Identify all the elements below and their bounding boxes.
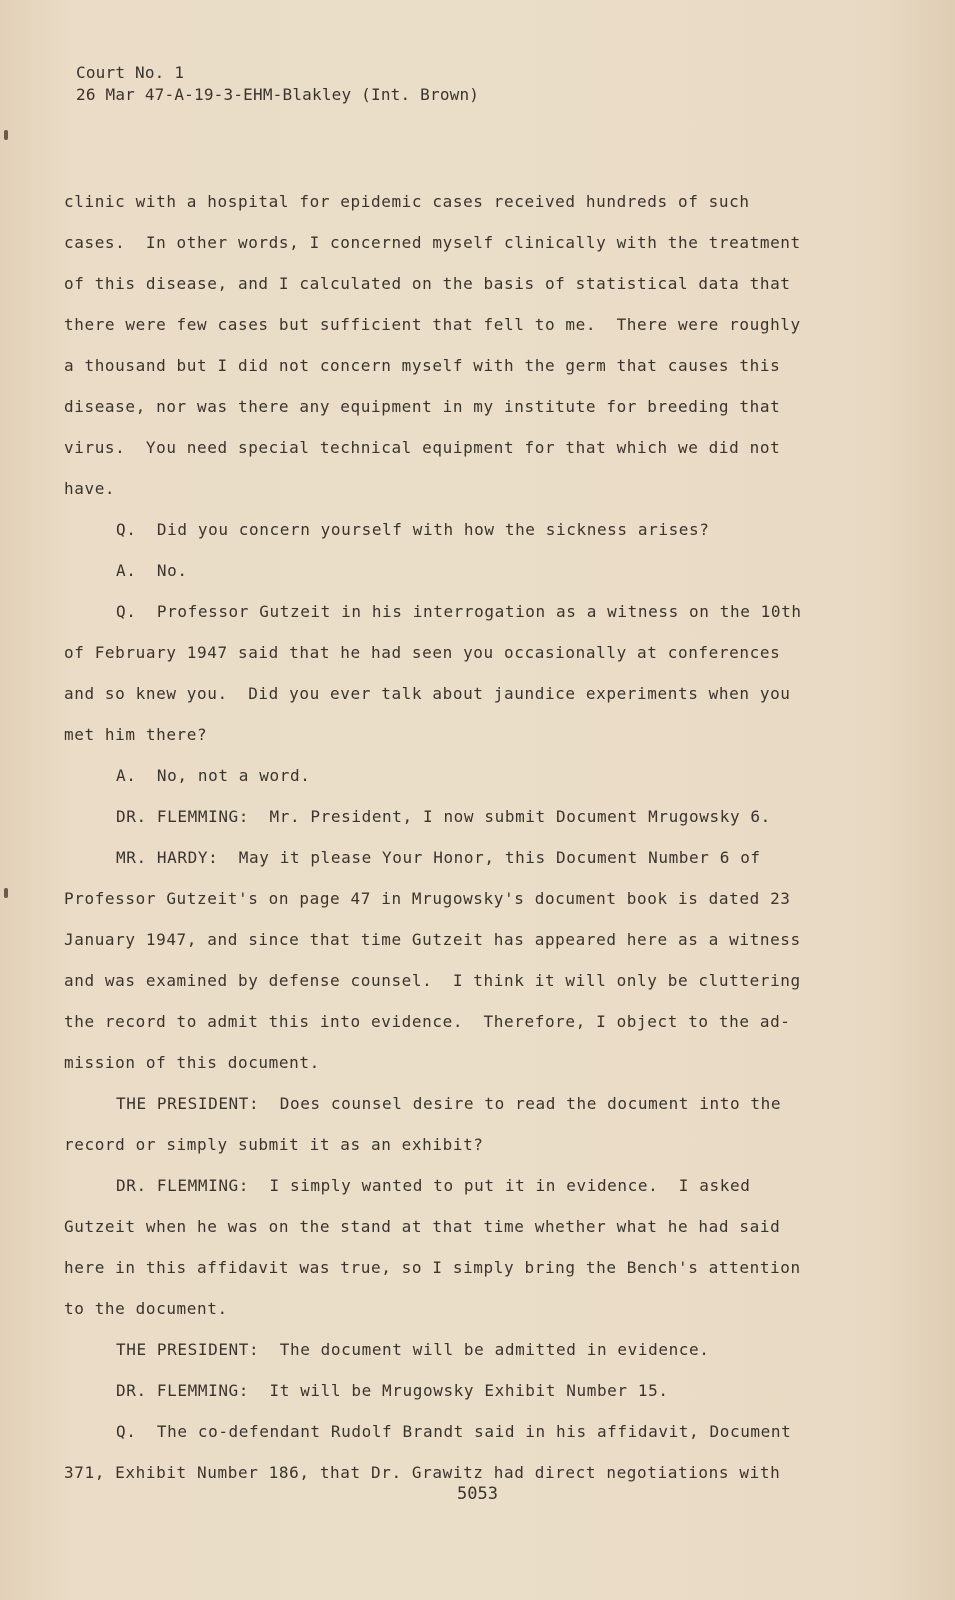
transcript-line: the record to admit this into evidence. Therefore, I object to the ad- bbox=[64, 1012, 791, 1031]
transcript-line: here in this affidavit was true, so I simply bring the Bench's attention bbox=[64, 1258, 801, 1277]
transcript-line: disease, nor was there any equipment in my institute for breeding that bbox=[64, 397, 781, 416]
speaker-line: DR. FLEMMING: Mr. President, I now submit Document Mrugowsky 6. bbox=[116, 807, 771, 826]
transcript-body bbox=[64, 188, 814, 1500]
transcript-line: and so knew you. Did you ever talk about jaundice experiments when you bbox=[64, 684, 791, 703]
question-line: Q. Did you concern yourself with how the sickness arises? bbox=[116, 520, 710, 539]
speaker-line: THE PRESIDENT: Does counsel desire to read the document into the bbox=[116, 1094, 782, 1113]
transcript-line: Professor Gutzeit's on page 47 in Mrugowsky's document book is dated 23 bbox=[64, 889, 791, 908]
transcript-line: cases. In other words, I concerned myself clinically with the treatment bbox=[64, 233, 801, 252]
speaker-line: MR. HARDY: May it please Your Honor, this Document Number 6 of bbox=[116, 848, 761, 867]
speaker-line: DR. FLEMMING: It will be Mrugowsky Exhibit Number 15. bbox=[116, 1381, 669, 1400]
page-number: 5053 bbox=[457, 1484, 498, 1504]
transcript-line: of February 1947 said that he had seen you occasionally at conferences bbox=[64, 643, 781, 662]
edge-mark bbox=[4, 130, 8, 140]
transcript-line: virus. You need special technical equipment for that which we did not bbox=[64, 438, 781, 457]
transcript-line: of this disease, and I calculated on the basis of statistical data that bbox=[64, 274, 791, 293]
header bbox=[76, 62, 479, 106]
transcript-line: mission of this document. bbox=[64, 1053, 320, 1072]
speaker-line: THE PRESIDENT: The document will be admitted in evidence. bbox=[116, 1340, 710, 1359]
question-line: Q. The co-defendant Rudolf Brandt said in his affidavit, Document bbox=[116, 1422, 792, 1441]
transcript-line: record or simply submit it as an exhibit? bbox=[64, 1135, 484, 1154]
edge-mark bbox=[4, 888, 8, 898]
court-number: Court No. 1 bbox=[76, 63, 185, 82]
transcript-line: 371, Exhibit Number 186, that Dr. Grawitz had direct negotiations with bbox=[64, 1463, 781, 1482]
transcript-line: there were few cases but sufficient that fell to me. There were roughly bbox=[64, 315, 801, 334]
transcript-line: have. bbox=[64, 479, 116, 498]
transcript-line: and was examined by defense counsel. I think it will only be cluttering bbox=[64, 971, 801, 990]
transcript-line: met him there? bbox=[64, 725, 208, 744]
session-reference: 26 Mar 47-A-19-3-EHM-Blakley (Int. Brown) bbox=[76, 85, 480, 104]
speaker-line: DR. FLEMMING: I simply wanted to put it in evidence. I asked bbox=[116, 1176, 751, 1195]
question-line: Q. Professor Gutzeit in his interrogation as a witness on the 10th bbox=[116, 602, 802, 621]
transcript-line: to the document. bbox=[64, 1299, 228, 1318]
answer-line: A. No. bbox=[116, 561, 188, 580]
transcript-line: January 1947, and since that time Gutzeit has appeared here as a witness bbox=[64, 930, 801, 949]
transcript-line: clinic with a hospital for epidemic cases received hundreds of such bbox=[64, 192, 750, 211]
answer-line: A. No, not a word. bbox=[116, 766, 311, 785]
transcript-line: a thousand but I did not concern myself with the germ that causes this bbox=[64, 356, 781, 375]
transcript-line: Gutzeit when he was on the stand at that time whether what he had said bbox=[64, 1217, 781, 1236]
